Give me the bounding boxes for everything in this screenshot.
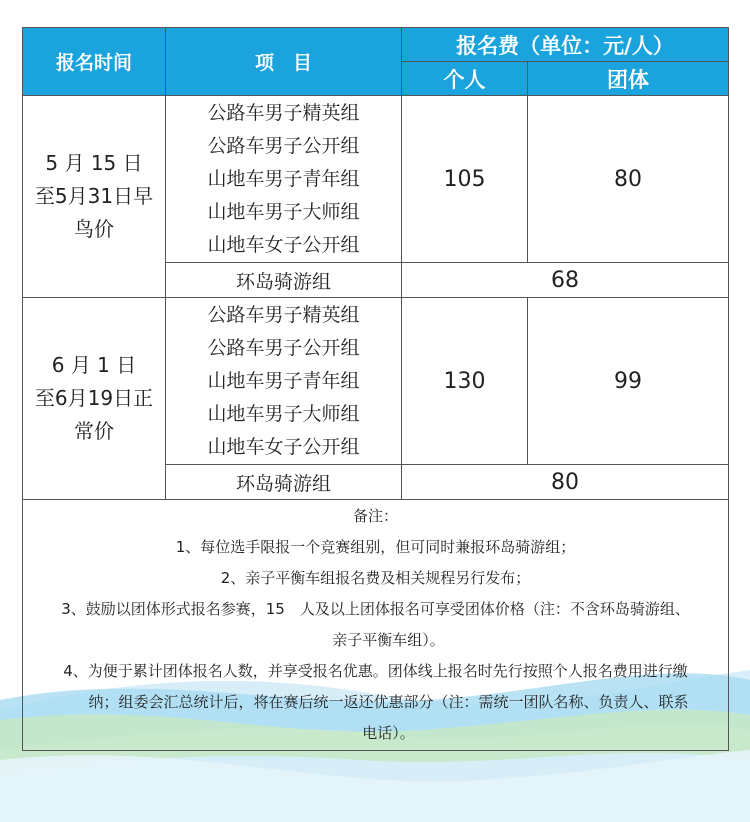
date-line: 至5月31日早 <box>34 184 154 208</box>
header-item: 项 目 <box>166 28 402 96</box>
date-line: 6 月 1 日 <box>51 353 137 377</box>
notes-title: 备注： <box>353 507 399 525</box>
event-group: 山地车女子公开组 <box>207 233 360 256</box>
note-4-end: 电话）。 <box>362 724 415 742</box>
note-3: 3、鼓励以团体形式报名参赛，15 人及以上团体报名可享受团体价格（注：不含环岛骑游组、 <box>61 600 690 618</box>
event-group: 山地车女子公开组 <box>207 435 360 458</box>
island-ride-item: 环岛骑游组 <box>166 263 402 298</box>
period-date <box>23 96 166 298</box>
group-fee: 99 <box>528 298 729 465</box>
note-3-continued: 亲子平衡车组）。 <box>332 631 445 649</box>
date-line: 鸟价 <box>74 217 114 241</box>
header-group: 团体 <box>528 62 729 96</box>
event-group: 公路车男子精英组 <box>207 101 360 124</box>
island-ride-fee: 68 <box>402 263 729 298</box>
event-group: 山地车男子大师组 <box>207 402 360 425</box>
individual-fee: 105 <box>402 96 528 263</box>
fee-table-container <box>22 27 728 751</box>
event-group: 山地车男子青年组 <box>207 369 360 392</box>
group-fee: 80 <box>528 96 729 263</box>
note-2: 2、亲子平衡车组报名费及相关规程另行发布； <box>220 569 531 587</box>
event-group: 山地车男子大师组 <box>207 200 360 223</box>
event-group: 公路车男子公开组 <box>207 336 360 359</box>
event-group: 公路车男子公开组 <box>207 134 360 157</box>
date-line: 常价 <box>74 419 114 443</box>
event-group-list <box>166 96 402 263</box>
note-1: 1、每位选手限报一个竞赛组别，但可同时兼报环岛骑游组； <box>175 538 576 556</box>
event-group-list <box>166 298 402 465</box>
date-line: 至6月19日正 <box>34 386 154 410</box>
header-registration-time: 报名时间 <box>23 28 166 96</box>
registration-fee-table <box>22 27 729 751</box>
event-group: 山地车男子青年组 <box>207 167 360 190</box>
period-date <box>23 298 166 500</box>
individual-fee: 130 <box>402 298 528 465</box>
date-line: 5 月 15 日 <box>45 151 143 175</box>
note-4-continued: 纳；组委会汇总统计后，将在赛后统一返还优惠部分（注：需统一团队名称、负责人、联系 <box>88 693 689 711</box>
header-individual: 个人 <box>402 62 528 96</box>
island-ride-item: 环岛骑游组 <box>166 465 402 500</box>
notes-section <box>23 500 729 751</box>
event-group: 公路车男子精英组 <box>207 303 360 326</box>
header-fee: 报名费（单位：元/人） <box>402 28 729 62</box>
note-4: 4、为便于累计团体报名人数，并享受报名优惠。团体线上报名时先行按照个人报名费用进行缴 <box>63 662 688 680</box>
island-ride-fee: 80 <box>402 465 729 500</box>
